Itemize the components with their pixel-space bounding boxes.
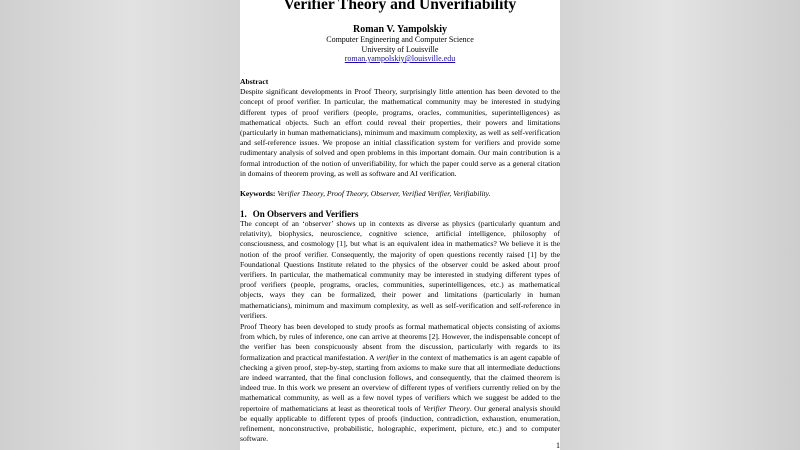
paper-page xyxy=(240,0,560,450)
author-university: University of Louisville xyxy=(361,45,439,54)
term-verifier-theory: Verifier Theory xyxy=(423,403,470,413)
keywords-label: Keywords: xyxy=(240,189,276,198)
abstract-heading: Abstract xyxy=(240,77,269,86)
author-email-link[interactable]: roman.yampolskiy@louisville.edu xyxy=(344,54,456,63)
page-number: 1 xyxy=(556,441,560,450)
blurred-background-left xyxy=(0,0,240,450)
paper-title: Verifier Theory and Unverifiability xyxy=(283,0,517,13)
section-1-number: 1. xyxy=(240,209,247,219)
paragraph-2-text-a: Proof Theory has been developed to study proofs as formal mathematical objects consisting of axioms from which, by rules of inference, one can arrive at theorems [2]. However, the indispensable concept of the verifier has been conspicuously absent from the discussion, particularly with regards to its formalization and practical manifestation. A xyxy=(240,322,560,362)
abstract-text: Despite significant developments in Proof Theory, surprisingly little attention has been devoted to the concept of proof verifier. In particular, the mathematical community may be interested in studying different types of proof verifiers (people, programs, oracles, communities, superintelligences) as mathematical objects. Such an effort could reveal their properties, their powers and limitations (particularly in human mathematicians), minimum and maximum complexity, as well as self-verification and self-reference issues. We propose an initial classification system for verifiers and provide some rudimentary analysis of solved and open problems in this important domain. Our main contribution is a formal introduction of the notion of unverifiability, for which the paper could serve as a general citation in domains of theorem proving, as well as software and AI verification. xyxy=(240,87,560,178)
keywords-line xyxy=(240,189,560,199)
paragraph-2-text-b: in the context of mathematics is an agent capable of checking a given proof, step-by-step, starting from axioms to make sure that all intermediate deductions are indeed warranted, that the final conclusion follows, and consequently, that the claimed theorem is indeed true. In this work we present an overview of different types of verifiers currently relied on by the mathematical community, as well as a few novel types of verifiers which we suggest be added to the repertoire of mathematicians at least as theoretical tools of xyxy=(240,352,560,413)
section-1-paragraph-1: The concept of an ‘observer’ shows up in contexts as diverse as physics (particularly quantum and relativity), biophysics, neuroscience, cognitive science, artificial intelligence, philosophy of consciousness, and cosmology [1], but what is an equivalent idea in mathematics? We believe it is the notion of the proof verifier. Consequently, the majority of open questions recently raised [1] by the Foundational Questions Institute related to the physics of the observer could be asked about proof verifiers. In particular, the mathematical community may be interested in studying different types of proof verifiers (people, programs, oracles, communities, superintelligences, etc.) as mathematical objects, ways they can be formalized, their power and limitations (particularly in human mathematicians), minimum and maximum complexity, as well as self-verification and self-reference in verifiers. xyxy=(240,219,560,320)
blurred-background-right xyxy=(560,0,800,450)
abstract-section xyxy=(240,77,560,179)
keywords-text: Verifier Theory, Proof Theory, Observer, Verified Verifier, Verifiability. xyxy=(277,189,491,198)
paragraph-2-text-c: . Our general analysis should be equally applicable to different types of proofs (induction, contradiction, exhaustion, enumeration, refinement, nonconstructive, probabilistic, holographic, experiment, picture, etc.) and to computer software. xyxy=(240,403,560,444)
section-1-paragraph-2 xyxy=(240,322,560,444)
term-verifier: verifier xyxy=(376,352,399,362)
author-department: Computer Engineering and Computer Science xyxy=(326,35,474,44)
author-name: Roman V. Yampolskiy xyxy=(352,24,447,35)
section-1-title: On Observers and Verifiers xyxy=(252,209,359,219)
